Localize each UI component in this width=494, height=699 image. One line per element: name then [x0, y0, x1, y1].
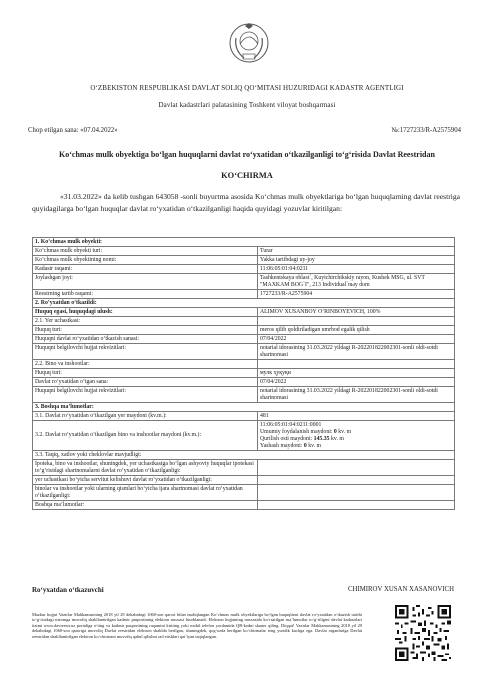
row-value: ALIMOV XUSANBOY O‘RINBOYEVICH, 100%: [258, 308, 455, 317]
row-value: [258, 501, 455, 510]
table-row: [33, 317, 455, 326]
common-area-value: 0: [333, 428, 337, 435]
row-label: Huquq egasi, huquqdagi ulush:: [33, 308, 258, 317]
footer-note: Mazkur hujjat Vazirlar Mahkamasining 2018 yil 29 dekabrdagi 1060-son qarori bilan tasdiqlangan Ko‘chmas mulk obyektlariga bo‘lgan huquqlarni davlat ro‘yxatidan o‘tkazish tartibi to‘g‘risidagi nizomga muvofiq shakllantirilgan kadastr pasportining elektron nusxasi hisoblanadi. Elektron hujjatning nusxasida ko‘rsatilgan ma’lumotlar to‘g‘riligini davlat kadastrlari tizimi www.davreestr.uz portaliga o‘ting va kadastr pasportining raqamini kiriting yoki mobil telefon yordamida QR-kodni skaner qiling. Diqqat! Vazirlar Mahkamasining 2018 yil 29 dekabrdagi 1060-son qaroriga muvofiq Davlat reestridan elektron shaklda berilgan, shuningdek, qog‘ozda berilgan ko‘chirmalar teng yuridik kuchga ega. Davlat organlariga Davlat reestridan shakllantirilgan elektron ko‘chirmani muvofiq qabul qilishni rad etishlari qat’iyan taqiqlangan.: [32, 612, 362, 639]
section-heading: [33, 403, 455, 412]
row-value: notarial idorasining 31.03.2022 yildagi R-202201822002301-sonli oldi-sotdi shartnomasi: [258, 387, 455, 403]
section-title: 2. Ro‘yxatdan o‘tkazildi:: [33, 299, 455, 308]
living-area-label: Yashash maydoni:: [260, 442, 304, 449]
row-value: 1727233/R-A2575904: [258, 290, 455, 299]
document-subtitle: KO‘CHIRMA: [221, 171, 273, 180]
table-row: [33, 501, 455, 510]
section-title: 3. Boshqa ma’lumotlar:: [33, 403, 455, 412]
row-label: 3.3. Taqiq, xatlov yoki cheklovlar mavjudligi:: [33, 451, 455, 460]
table-row: [33, 412, 455, 421]
row-label: Ko‘chmas mulk obyektining nomi:: [33, 256, 258, 265]
section-heading: [33, 299, 455, 308]
row-value: 07/04/2022: [258, 335, 455, 344]
footprint-area-line: [260, 436, 452, 443]
table-row: [33, 265, 455, 274]
row-label: 2.2. Bino va inshootlar:: [33, 360, 258, 369]
document-number: №:1727233/R-A2575904: [391, 127, 461, 134]
row-label: Ko‘chmas mulk obyekti turi:: [33, 247, 258, 256]
footprint-area-unit: kv. m: [329, 435, 344, 442]
state-emblem-icon: [228, 22, 270, 64]
row-value: [258, 476, 455, 485]
living-area-unit: kv. m: [306, 442, 322, 449]
table-row: [33, 360, 455, 369]
table-row: [33, 308, 455, 317]
living-area-value: 0: [303, 442, 307, 449]
row-label: binolar va inshootlar yoki ularning qismlari bo‘yicha ijara shartnomasi davlat ro‘yxatidan o‘tkazilganligi:: [33, 485, 258, 501]
row-value: [258, 460, 455, 476]
table-row: [33, 451, 455, 460]
row-label: Kadastr raqami:: [33, 265, 258, 274]
common-area-unit: kv. m: [336, 428, 352, 435]
living-area-line: [260, 443, 452, 450]
row-value: meros qilib qoldiriladigan umrbod egalik qilish: [258, 326, 455, 335]
table-row: [33, 290, 455, 299]
table-row: [33, 476, 455, 485]
table-row: [33, 344, 455, 360]
row-label: 3.2. Davlat ro‘yxatidan o‘tkazilgan bino va inshootlar maydoni (kv.m.):: [33, 421, 258, 451]
agency-department: Davlat kadastrlari palatasining Toshkent viloyat boshqarmasi: [158, 101, 336, 109]
row-value: [258, 360, 455, 369]
row-label: Boshqa ma’lumotlar:: [33, 501, 258, 510]
registry-table: [32, 237, 455, 510]
row-value: [258, 421, 455, 451]
row-label: Davlat ro‘yxatidan o‘tgan sana:: [33, 378, 258, 387]
agency-name: O‘ZBEKISTON RESPUBLIKASI DAVLAT SOLIQ QO‘MITASI HUZURIDAGI KADASTR AGENTLIGI: [90, 84, 404, 92]
table-row: [33, 378, 455, 387]
row-label: 2.1. Yer uchastkasi:: [33, 317, 258, 326]
table-row: [33, 335, 455, 344]
row-label: Huquqni belgilovchi hujjat rekvizitlari:: [33, 387, 258, 403]
row-label: Huquqni belgilovchi hujjat rekvizitlari:: [33, 344, 258, 360]
row-label: Joylashgan joyi:: [33, 274, 258, 290]
table-row: [33, 460, 455, 476]
table-row: [33, 421, 455, 451]
section-title: 1. Ko‘chmas mulk obyekti:: [33, 238, 455, 247]
table-row: [33, 247, 455, 256]
registrar-label: Ro‘yxatdan o‘tkazuvchi: [32, 586, 104, 594]
row-label: Huquqni davlat ro‘yxatidan o‘tkazish sanasi:: [33, 335, 258, 344]
table-row: [33, 326, 455, 335]
section-heading: [33, 238, 455, 247]
row-value: [258, 317, 455, 326]
footprint-area-value: 145.35: [313, 435, 330, 442]
row-value: [258, 485, 455, 501]
row-value: Yakka tartibdagi uy-joy: [258, 256, 455, 265]
row-value: мулк ҳуқуқи: [258, 369, 455, 378]
table-row: [33, 256, 455, 265]
row-label: 3.1. Davlat ro‘yxatidan o‘tkazilgan yer maydoni (kv.m.):: [33, 412, 258, 421]
row-label: Huquq turi:: [33, 326, 258, 335]
registrar-name: CHIMIROV XUSAN XASANOVICH: [348, 586, 454, 593]
document-title: Ko‘chmas mulk obyektiga bo‘lgan huquqlarni davlat ro‘yxatidan o‘tkazilganligi to‘g‘risida Davlat Reestridan: [59, 150, 435, 159]
common-area-label: Umumiy foydalanish maydoni:: [260, 428, 334, 435]
common-area-line: [260, 429, 452, 436]
table-row: [33, 387, 455, 403]
footprint-area-label: Qurilish osti maydoni:: [260, 435, 314, 442]
row-label: Ipoteka, bino va inshootlar, shuningdek, yer uchastkasiga bo‘lgan ashyoviy huquqlar ipotekasi to‘g‘risidagi shartnomalarni davlat ro‘yxatidan o‘tkazilganligi:: [33, 460, 258, 476]
table-row: [33, 369, 455, 378]
print-date: Chop etilgan sana: «07.04.2022»: [28, 127, 118, 134]
qr-code-icon[interactable]: [395, 605, 451, 661]
row-value: Turar: [258, 247, 455, 256]
row-value: 481: [258, 412, 455, 421]
row-value: 07/04/2022: [258, 378, 455, 387]
row-label: Reestrning tartib raqami:: [33, 290, 258, 299]
row-value: notarial idorasining 31.03.2022 yildagi R-202201822002301-sonli oldi-sotdi shartnomasi: [258, 344, 455, 360]
row-label: Huquq turi:: [33, 369, 258, 378]
building-cadastre-number: 11:06:05:01:04:0211:0001: [260, 421, 322, 428]
row-value: Tashkentskaya oblast`, Kuyichirchikskiy rayon, Kushek MSG, ul. SVT "MAXKAM BOG`I", 213 Individual`nыy dom: [258, 274, 455, 290]
intro-paragraph: «31.03.2022» da kelib tushgan 643058 -sonli buyurtma asosida Ko‘chmas mulk obyektlariga bo‘lgan huquqlarning davlat reestriga quyidagilarga bo‘lgan huquqlar davlat ro‘yxatidan o‘tkazilganligi haqida quyidagi yozuvlar kiritilgan:: [32, 192, 460, 213]
table-row: [33, 485, 455, 501]
row-label: yer uchastkasi bo‘yicha servitut kelishuvi davlat ro‘yxatidan o‘tkazilganligi:: [33, 476, 258, 485]
row-value: 11:06:05:01:04:0211: [258, 265, 455, 274]
table-row: [33, 274, 455, 290]
